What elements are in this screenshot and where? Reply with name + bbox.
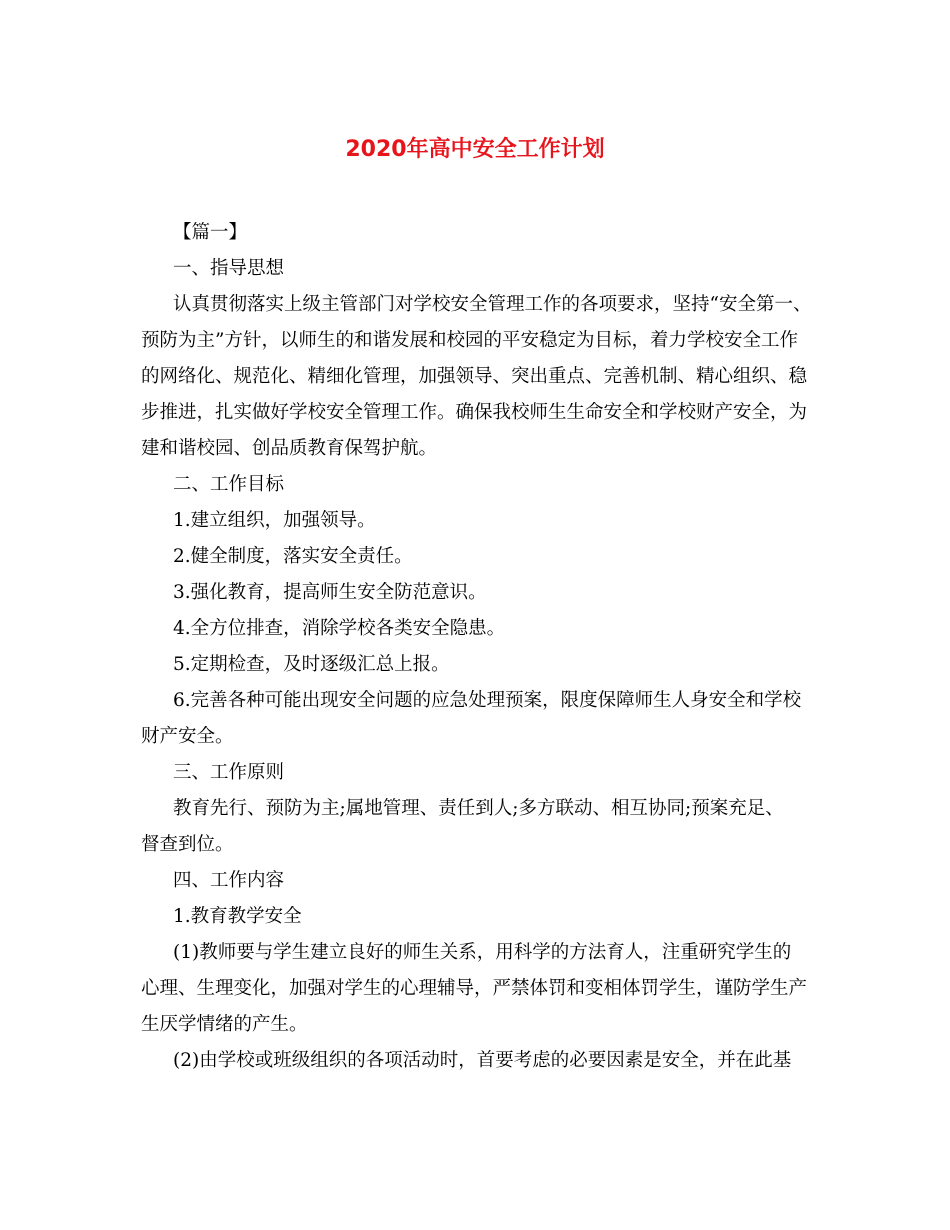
text-line: 1.建立组织，加强领导。 <box>173 510 376 531</box>
text-line: 3.强化教育，提高师生安全防范意识。 <box>173 582 487 603</box>
text-line: 步推进，扎实做好学校安全管理工作。确保我校师生生命安全和学校财产安全，为 <box>141 402 808 423</box>
text-line: 的网络化、规范化、精细化管理，加强领导、突出重点、完善机制、精心组织、稳 <box>141 366 808 387</box>
text-line: 一、指导思想 <box>173 258 285 279</box>
text-line: 四、工作内容 <box>173 870 285 891</box>
text-line: 二、工作目标 <box>173 474 285 495</box>
text-line: 6.完善各种可能出现安全问题的应急处理预案，限度保障师生人身安全和学校 <box>173 690 802 711</box>
text-line: 【篇一】 <box>173 222 248 243</box>
text-line: 生厌学情绪的产生。 <box>141 1014 308 1035</box>
text-line: 教育先行、预防为主;属地管理、责任到人;多方联动、相互协同;预案充足、 <box>173 798 784 819</box>
text-line: 建和谐校园、创品质教育保驾护航。 <box>141 438 438 459</box>
text-line: (2)由学校或班级组织的各项活动时，首要考虑的必要因素是安全，并在此基 <box>173 1050 792 1071</box>
text-line: 预防为主”方针，以师生的和谐发展和校园的平安稳定为目标，着力学校安全工作 <box>141 330 798 351</box>
text-line: 2.健全制度，落实安全责任。 <box>173 546 413 567</box>
text-line: 1.教育教学安全 <box>173 906 302 927</box>
text-line: 三、工作原则 <box>173 762 285 783</box>
text-line: 心理、生理变化，加强对学生的心理辅导，严禁体罚和变相体罚学生，谨防学生产 <box>141 978 808 999</box>
text-line: (1)教师要与学生建立良好的师生关系，用科学的方法育人，注重研究学生的 <box>173 942 792 963</box>
document-body <box>141 215 821 1079</box>
text-line: 5.定期检查，及时逐级汇总上报。 <box>173 654 450 675</box>
text-line: 认真贯彻落实上级主管部门对学校安全管理工作的各项要求，坚持“安全第一、 <box>173 294 812 315</box>
text-line: 督查到位。 <box>141 834 234 855</box>
text-line: 4.全方位排查，消除学校各类安全隐患。 <box>173 618 506 639</box>
text-line: 财产安全。 <box>141 726 234 747</box>
document-title: 2020年高中安全工作计划 <box>345 137 605 162</box>
